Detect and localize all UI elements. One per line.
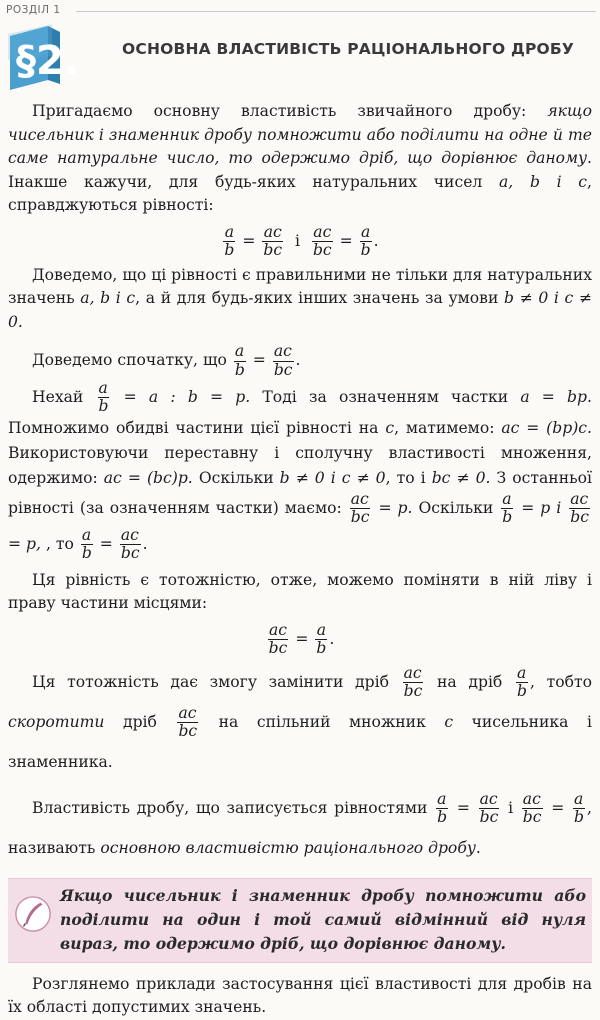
section-label: РОЗДІЛ 1 (6, 4, 61, 16)
fraction-ac-bc-9: $\frac{ac}{bc}$ (178, 703, 198, 741)
paragraph-prove: Доведемо, що ці рівності є правильними не тільки для натуральних значень a, b і c, а й для будь-яких інших значень за умови b ≠ 0 і c ≠ 0. (8, 265, 592, 331)
paragraph-intro (8, 100, 592, 218)
intro-text: Пригадаємо основну властивість звичайного дробу: (32, 102, 527, 120)
fraction-a-b-5: $\frac{a}{b}$ (502, 489, 513, 527)
fraction-a-b-7: $\frac{a}{b}$ (316, 620, 327, 658)
rule-highlight-box (8, 878, 592, 963)
equation-swap: $\frac{ac}{bc}$ = $\frac{a}{b}$ . (268, 620, 335, 658)
fraction-ac-bc-5: $\frac{ac}{bc}$ (570, 489, 589, 527)
condition: b ≠ 0 і c ≠ 0. (8, 289, 592, 331)
intro-text-3: , справджуються рівності: (8, 172, 592, 214)
fraction-a-b-3: $\frac{a}{b}$ (234, 342, 245, 379)
fraction-a-b-9: $\frac{a}{b}$ (437, 789, 448, 827)
paragraph-proof: Нехай $\frac{a}{b}$ = a : b = p. Тоді за означенням частки a = bp. Помножимо обидві частини цієї рівності на c, матимемо: ac = (bp)c. Використовуючи переставну і сполучну властивості множення, одержимо: ac = (bc)p. Оскільки b ≠ 0 і c ≠ 0, то і bc ≠ 0. З останньої рівності (за означенням частки) маємо: $\frac{ac}{bc}$ = p. Оскільки $\frac{a}{b}$ = p і $\frac{ac}{bc}$ = p, , то $\frac{a}{b}$ = $\frac{ac}{bc}$ . (8, 379, 592, 563)
fraction-ac-bc-10: $\frac{ac}{bc}$ (479, 789, 499, 827)
fraction-ac-bc-8: $\frac{ac}{bc}$ (403, 663, 423, 701)
paragraph-identity: Ця рівність є тотожністю, отже, можемо поміняти в ній ліву і праву частини місцями: (8, 570, 592, 613)
fraction-ac-bc: $\frac{ac}{bc}$ (263, 222, 283, 259)
math-abc: a, b і c (499, 172, 588, 191)
fraction-ac-bc-7: $\frac{ac}{bc}$ (268, 620, 288, 658)
top-divider (76, 11, 596, 12)
intro-italic-rule: якщо чисельник і знаменник дробу помножити або поділити на одне й те саме натуральне число, то одержимо дріб, що дорівнює даному. (8, 102, 592, 167)
rule-text: Якщо чисельник і знаменник дробу помножити або поділити на один і той самий відмінний від нуля вираз, то одержимо дріб, що дорівнює даному. (60, 885, 586, 953)
section-header (8, 26, 596, 92)
intro-text-2: Інакше кажучи, для будь-яких натуральних чисел (8, 172, 483, 191)
fraction-ac-bc-2: $\frac{ac}{bc}$ (312, 222, 332, 259)
fraction-ac-bc-4: $\frac{ac}{bc}$ (350, 489, 370, 527)
paragraph-first: Доведемо спочатку, що $\frac{a}{b}$ = $\frac{ac}{bc}$ . (32, 342, 301, 379)
paragraph-definition: Властивість дробу, що записується рівностями $\frac{a}{b}$ = $\frac{ac}{bc}$ і $\frac{ac}{bc}$ = $\frac{a}{b}$ , називають основною властивістю раціонального дробу. (8, 789, 592, 857)
and-word: і (295, 231, 301, 250)
fraction-a-b-2: $\frac{a}{b}$ (360, 222, 371, 259)
equation-main: $\frac{a}{b}$ = $\frac{ac}{bc}$ і $\frac{ac}{bc}$ = $\frac{a}{b}$ . (224, 222, 379, 259)
fraction-ac-bc-3: $\frac{ac}{bc}$ (273, 342, 293, 379)
lesson-body (8, 100, 592, 1020)
fraction-ac-bc-6: $\frac{ac}{bc}$ (120, 525, 140, 563)
term-main-property: основною властивістю раціонального дробу (100, 838, 476, 857)
badge-text: §2. (16, 38, 80, 84)
section-title: ОСНОВНА ВЛАСТИВІСТЬ РАЦІОНАЛЬНОГО ДРОБУ (122, 40, 575, 58)
fraction-ac-bc-11: $\frac{ac}{bc}$ (522, 789, 542, 827)
quill-pen-icon (14, 895, 52, 933)
paragraph-reduce: Ця тотожність дає змогу замінити дріб $\frac{ac}{bc}$ на дріб $\frac{a}{b}$ , тобто скоротити дріб $\frac{ac}{bc}$ на спільний множник c чисельника і знаменника. (8, 663, 592, 771)
fraction-a-b-10: $\frac{a}{b}$ (574, 789, 585, 827)
fraction-a-b-4: $\frac{a}{b}$ (98, 379, 109, 416)
section-badge (8, 26, 114, 90)
fraction-a-b-8: $\frac{a}{b}$ (516, 663, 527, 701)
fraction-a-b-6: $\frac{a}{b}$ (81, 525, 92, 563)
fraction-a-b: $\frac{a}{b}$ (224, 222, 235, 259)
paragraph-examples: Розглянемо приклади застосування цієї властивості для дробів на їх області допустимих значень. (8, 974, 592, 1017)
